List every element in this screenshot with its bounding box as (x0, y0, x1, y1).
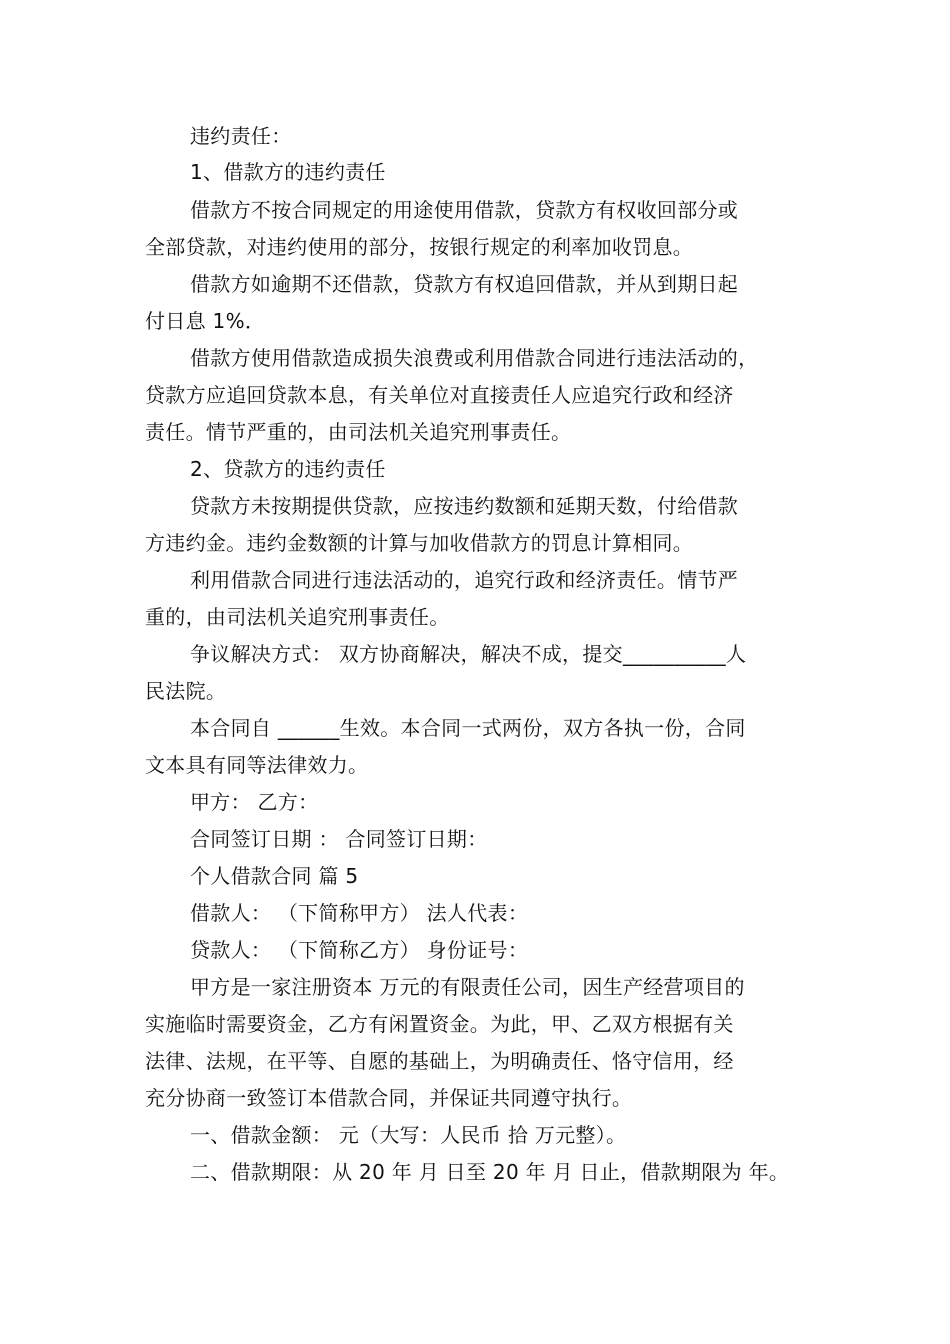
text-line: 贷款方未按期提供贷款，应按违约数额和延期天数，付给借款 (190, 494, 739, 518)
text-line: 争议解决方式： 双方协商解决，解决不成，提交__________人 (190, 642, 747, 666)
text-line: 借款方如逾期不还借款，贷款方有权追回借款，并从到期日起 (190, 272, 739, 296)
text-line: 付日息 1%． (145, 309, 266, 333)
text-line: 借款方使用借款造成损失浪费或利用借款合同进行违法活动的， (190, 346, 759, 370)
text-line: 责任。情节严重的，由司法机关追究刑事责任。 (145, 420, 572, 444)
text-line: 违约责任： (190, 124, 292, 148)
borrower-line: 借款人： （下简称甲方） 法人代表： (190, 901, 529, 925)
loan-term-line: 二、借款期限：从 20 年 月 日至 20 年 月 日止，借款期限为 年。 (190, 1160, 790, 1184)
section-heading: 2、贷款方的违约责任 (190, 457, 386, 481)
section-heading: 1、借款方的违约责任 (190, 160, 386, 184)
loan-amount-line: 一、借款金额： 元（大写：人民币 拾 万元整）。 (190, 1123, 627, 1147)
text-line: 文本具有同等法律效力。 (145, 753, 369, 777)
signing-date-line: 合同签订日期 ： 合同签订日期： (190, 827, 488, 851)
text-line: 方违约金。违约金数额的计算与加收借款方的罚息计算相同。 (145, 531, 694, 555)
text-line: 全部贷款，对违约使用的部分，按银行规定的利率加收罚息。 (145, 235, 694, 259)
text-line: 法律、法规，在平等、自愿的基础上，为明确责任、恪守信用，经 (145, 1049, 734, 1073)
text-line: 实施临时需要资金，乙方有闲置资金。为此，甲、乙双方根据有关 (145, 1012, 734, 1036)
text-line: 贷款方应追回贷款本息，有关单位对直接责任人应追究行政和经济 (145, 383, 734, 407)
text-line: 甲方是一家注册资本 万元的有限责任公司，因生产经营项目的 (190, 975, 745, 999)
contract-title: 个人借款合同 篇 5 (190, 864, 359, 888)
text-line: 重的，由司法机关追究刑事责任。 (145, 605, 450, 629)
text-line: 充分协商一致签订本借款合同，并保证共同遵守执行。 (145, 1086, 633, 1110)
text-line: 民法院。 (145, 679, 227, 703)
text-line: 利用借款合同进行违法活动的，追究行政和经济责任。情节严 (190, 568, 739, 592)
lender-line: 贷款人： （下简称乙方） 身份证号： (190, 938, 529, 962)
signature-line: 甲方： 乙方： (190, 790, 319, 814)
text-line: 本合同自 ______生效。本合同一式两份，双方各执一份，合同 (190, 716, 746, 740)
text-line: 借款方不按合同规定的用途使用借款，贷款方有权收回部分或 (190, 198, 739, 222)
